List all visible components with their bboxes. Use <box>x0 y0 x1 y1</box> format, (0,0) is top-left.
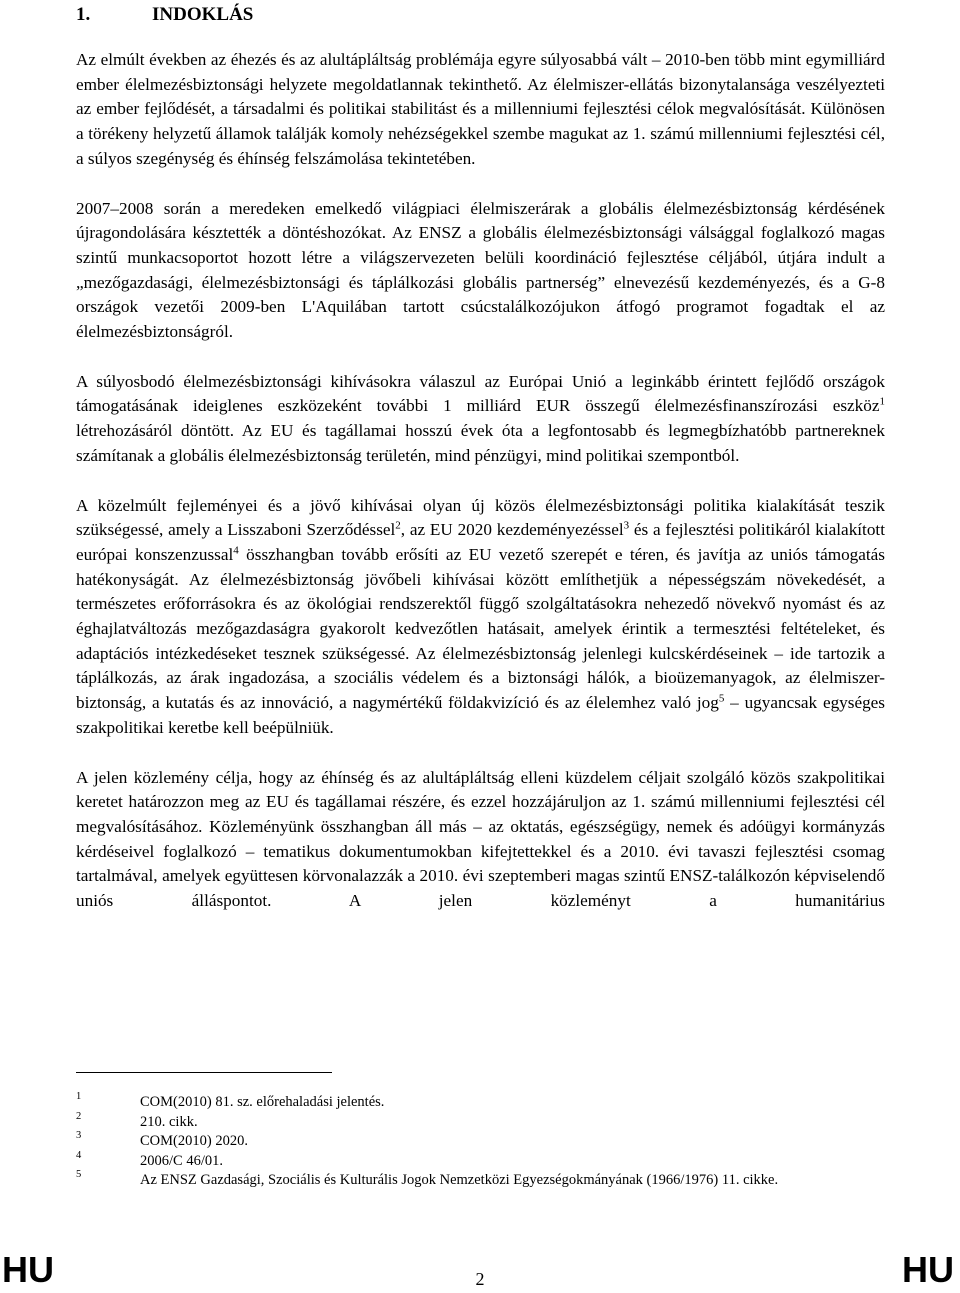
paragraph-4-part-a: A közelmúlt fejleményei és a jövő kihívásai olyan új közös élelmezésbiztonsági politika kialakítását teszik szükségessé, amely a Lisszaboni Szerződéssel <box>76 495 885 540</box>
footnote-text: 2006/C 46/01. <box>140 1152 223 1169</box>
footnote-text: COM(2010) 2020. <box>140 1133 248 1149</box>
footnote-number: 1 <box>76 1091 82 1102</box>
footnote-number: 4 <box>76 1149 82 1161</box>
language-code-right: HU <box>902 1249 954 1290</box>
footnote-2 <box>76 1110 885 1133</box>
footnote-number: 2 <box>76 1110 82 1122</box>
footnote-ref-5[interactable]: 5 <box>718 692 725 705</box>
footnote-separator <box>76 1072 332 1073</box>
footnote-ref-2[interactable]: 2 <box>395 519 401 532</box>
paragraph-4 <box>76 494 885 741</box>
paragraph-4-part-e: – ugyancsak egységes szakpolitikai keretbe kell beépülniük. <box>76 693 885 737</box>
section-number: 1. <box>76 4 91 25</box>
footnote-number: 5 <box>76 1169 82 1180</box>
footnotes <box>76 1093 885 1191</box>
paragraph-3 <box>76 370 885 469</box>
paragraph-4-part-b: , az EU 2020 kezdeményezéssel <box>400 520 624 540</box>
paragraph-5: A jelen közlemény célja, hogy az éhínség és az alultápláltság elleni küzdelem céljait szolgáló közös szakpolitikai keretet határozzon meg az EU és tagállamai részére, és ezzel hozzájáruljon az 1. számú millenniumi fejlesztési cél megvalósításához. Közleményünk összhangban áll más – az oktatás, egészségügy, nemek és adóügyi kormányzás kérdéseivel foglalkozó – tematikus dokumentumokban kifejtettekkel és a 2010. évi tavaszi fejlesztési csomag tartalmával, amelyek együttesen körvonalazzák a 2010. évi szeptemberi magas szintű ENSZ-találkozón képviselendő uniós álláspontot. A jelen közleményt a humanitárius <box>76 767 885 911</box>
paragraph-3-part-a: A súlyosbodó élelmezésbiztonsági kihívásokra válaszul az Európai Unió a leginkább érintett fejlődő országok támogatásának ideiglenes eszközeként további 1 milliárd EUR összegű élelmezésfinanszírozási eszköz <box>76 371 885 416</box>
paragraph-4-part-c: és a fejlesztési politikáról kialakított európai konszenzussal <box>76 520 885 564</box>
footnote-text: COM(2010) 81. sz. előrehaladási jelentés. <box>140 1094 385 1110</box>
footnote-ref-4[interactable]: 4 <box>233 544 239 557</box>
footnote-5 <box>76 1171 885 1191</box>
paragraph-1: Az elmúlt években az éhezés és az alultápláltság problémája egyre súlyosabbá vált – 2010-ben több mint egymilliárd ember élelmezésbiztonsági helyzete megoldatlannak tekinthető. Az élelmiszer-ellátás bizonytalansága veszélyezteti az ember fejlődését, a társadalmi és politikai stabilitást és a millenniumi fejlesztési célok megvalósítását. Különösen a törékeny helyzetű államok találják komoly nehézségekkel szembe magukat az 1. számú millenniumi fejlesztési cél, a súlyos szegénység és éhínség felszámolása tekintetében. <box>76 50 885 168</box>
paragraph-4-part-d: összhangban tovább erősíti az EU vezető szerepét e téren, és javítja az uniós támogatás hatékonyságát. Az élelmezésbiztonság jövőbeli kihívásai között említhetjük a népességszám növekedését, a természetes erőforrásokra és az ökológiai rendszerektől függő szolgáltatásokra nehezedő növekvő nyomást és az éghajlatváltozás mezőgazdaságra gyakorolt kedvezőtlen hatásait, amelyek érintik a termesztési feltételeket, és adaptációs intézkedéseket tesznek szükségessé. Az élelmezésbiztonság jelenlegi kulcskérdéseinek – ide tartozik a táplálkozás, az árak ingadozása, a szociális védelem és a biztonsági hálók, a bioüzemanyagok, az élelmiszer-biztonság, a kutatás és az innováció, a nagymértékű földakvizíció és az élelemhez való jog <box>76 544 885 713</box>
footnote-4 <box>76 1149 885 1172</box>
section-title: INDOKLÁS <box>152 4 254 25</box>
footnote-number: 3 <box>76 1130 82 1141</box>
footnote-text: Az ENSZ Gazdasági, Szociális és Kulturális Jogok Nemzetközi Egyezségokmányának (1966/1976) 11. cikke. <box>140 1172 779 1188</box>
language-code-left: HU <box>2 1249 54 1290</box>
paragraph-2: 2007–2008 során a meredeken emelkedő világpiaci élelmiszerárak a globális élelmezésbiztonság kérdésének újragondolására késztették a döntéshozókat. Az ENSZ a globális élelmezésbiztonsági válsággal foglalkozó magas szintű munkacsoportot hozott létre a világszervezeten belüli koordináció fejlesztése céljából, útjára indult a „mezőgazdasági, élelmezésbiztonsági és táplálkozási globális partnerség” elnevezésű kezdeményezés, és a G-8 országok vezetői 2009-ben L'Aquilában tartott csúcstalálkozójukon átfogó programot fogadtak el az élelmezésbiztonságról. <box>76 198 885 342</box>
footnote-text: 210. cikk. <box>140 1113 198 1130</box>
footnote-ref-1[interactable]: 1 <box>879 395 885 408</box>
paragraph-3-part-b: létrehozásáról döntött. Az EU és tagállamai hosszú évek óta a legfontosabb és legmegbízhatóbb partnereknek számítanak a globális élelmezésbiztonság területén, mind pénzügyi, mind politikai szempontból. <box>76 421 885 465</box>
footnote-ref-3[interactable]: 3 <box>623 519 630 532</box>
section-heading <box>76 2 253 28</box>
footnote-3 <box>76 1132 885 1152</box>
footnote-1 <box>76 1093 885 1113</box>
body-text <box>76 48 885 914</box>
page-number: 2 <box>475 1269 485 1289</box>
